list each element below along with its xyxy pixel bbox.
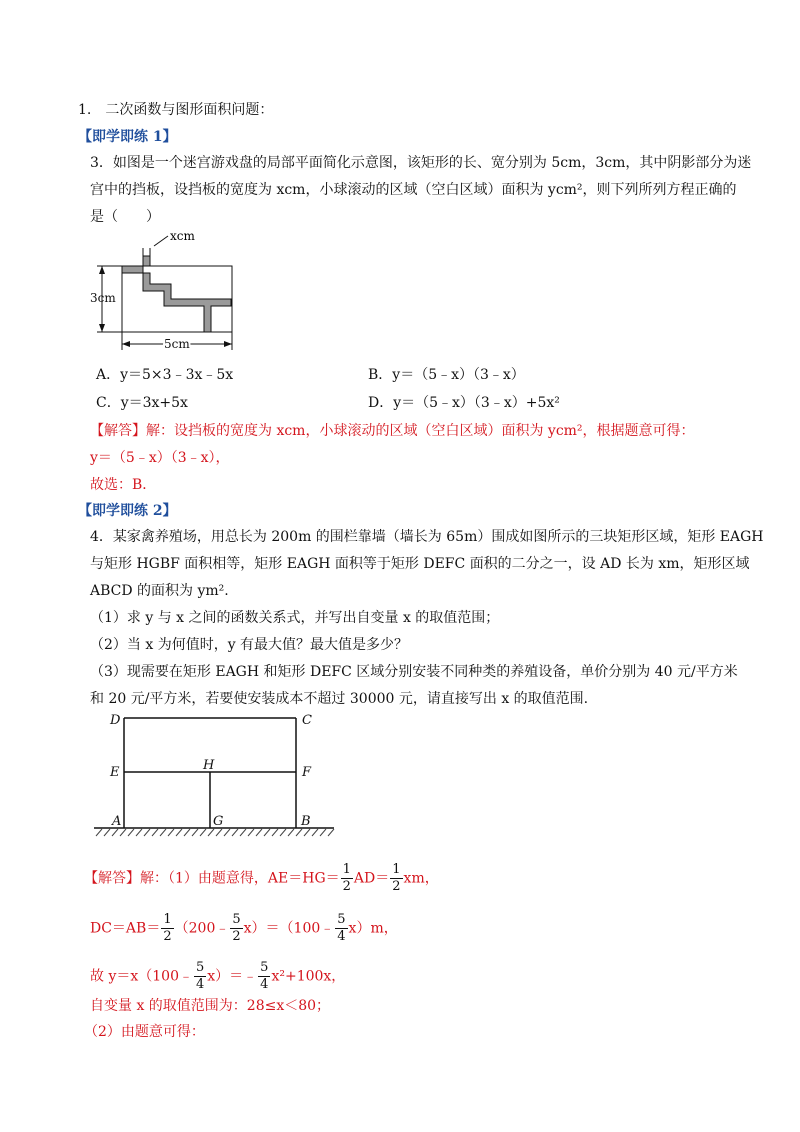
fig-height-label: 3cm: [90, 291, 116, 305]
point-b-label: B: [301, 814, 311, 829]
q4-part-3-line-2: 和 20 元/平方米，若要使安装成本不超过 30000 元，请直接写出 x 的取值范围.: [90, 691, 589, 707]
maze-figure: [88, 226, 248, 356]
fraction-five-quarters: $\frac{5}{4}$: [260, 960, 269, 992]
point-d-label: D: [110, 713, 121, 728]
point-e-label: E: [110, 765, 120, 780]
fraction-one-half: $\frac{1}{2}$: [342, 862, 351, 894]
q4-solution-line-5: （2）由题意可得：: [84, 1024, 205, 1040]
point-h-label: H: [203, 758, 215, 773]
q3-text-line-2: 宫中的挡板，设挡板的宽度为 xcm，小球滚动的区域（空白区域）面积为 ycm²，则下列所列方程正确的: [90, 182, 737, 198]
fraction-one-half: $\frac{1}{2}$: [392, 862, 401, 894]
option-a: A．y＝5×3﹣3x﹣5x: [96, 367, 234, 383]
fig-width-label: xcm: [170, 229, 195, 243]
practice-heading-1: 【即学即练 1】: [78, 129, 177, 145]
section-title: 1. 二次函数与图形面积问题：: [78, 102, 274, 118]
option-c: C．y＝3x+5x: [96, 395, 188, 411]
q4-part-3-line-1: （3）现需要在矩形 EAGH 和矩形 DEFC 区域分别安装不同种类的养殖设备，单价分别为 40 元/平方米: [90, 664, 738, 680]
option-b: B．y＝（5﹣x）（3﹣x）: [368, 367, 525, 383]
fraction-five-halves: $\frac{5}{2}$: [232, 912, 241, 944]
q4-part-1: （1）求 y 与 x 之间的函数关系式，并写出自变量 x 的取值范围；: [90, 610, 500, 626]
q3-text-line-3: 是（ ）: [90, 209, 160, 225]
point-g-label: G: [213, 814, 224, 829]
point-f-label: F: [302, 765, 312, 780]
q4-part-2: （2）当 x 为何值时，y 有最大值？最大值是多少？: [90, 637, 409, 653]
q3-answer-line-2: y＝（5﹣x）（3﹣x），: [90, 450, 230, 466]
fraction-one-half: $\frac{1}{2}$: [163, 912, 172, 944]
q4-text-line-2: 与矩形 HGBF 面积相等，矩形 EAGH 面积等于矩形 DEFC 面积的二分之一，设 AD 长为 xm，矩形区域: [90, 556, 750, 572]
fraction-five-quarters: $\frac{5}{4}$: [337, 912, 346, 944]
q3-answer-line-1: 【解答】解：设挡板的宽度为 xcm，小球滚动的区域（空白区域）面积为 ycm²，根据题意可得：: [90, 423, 695, 439]
q4-solution-line-2: DC＝AB＝ $\frac{1}{2}$ （200﹣ $\frac{5}{2}$ x）＝（100﹣ $\frac{5}{4}$ x）m，: [90, 912, 398, 944]
option-d: D．y＝（5﹣x）（3﹣x）+5x²: [368, 395, 560, 411]
solution-label: 【解答】解：: [84, 870, 168, 887]
q3-text-line-1: 3．如图是一个迷宫游戏盘的局部平面简化示意图，该矩形的长、宽分别为 5cm，3cm，其中阴影部分为迷: [90, 155, 752, 171]
fraction-five-quarters: $\frac{5}{4}$: [195, 960, 205, 992]
q3-answer-line-3: 故选：B．: [90, 477, 157, 493]
q4-solution-line-1: 【解答】解：（1）由题意得，AE＝HG＝ $\frac{1}{2}$ AD＝ $\frac{1}{2}$ xm，: [84, 862, 439, 894]
point-a-label: A: [112, 814, 122, 829]
practice-heading-2: 【即学即练 2】: [78, 503, 177, 519]
fig-length-label: 5cm: [164, 337, 190, 351]
enclosure-figure: [90, 708, 340, 842]
q4-text-line-3: ABCD 的面积为 ym².: [90, 583, 229, 599]
q4-text-line-1: 4．某家禽养殖场，用总长为 200m 的围栏靠墙（墙长为 65m）围成如图所示的三块矩形区域，矩形 EAGH: [90, 529, 764, 545]
point-c-label: C: [302, 713, 312, 728]
q4-solution-line-4: 自变量 x 的取值范围为：28≤x＜80；: [90, 998, 331, 1014]
q4-solution-line-3: 故 y＝x（100﹣ $\frac{5}{4}$ x）＝﹣ $\frac{5}{4}$ x²+100x，: [90, 960, 346, 992]
